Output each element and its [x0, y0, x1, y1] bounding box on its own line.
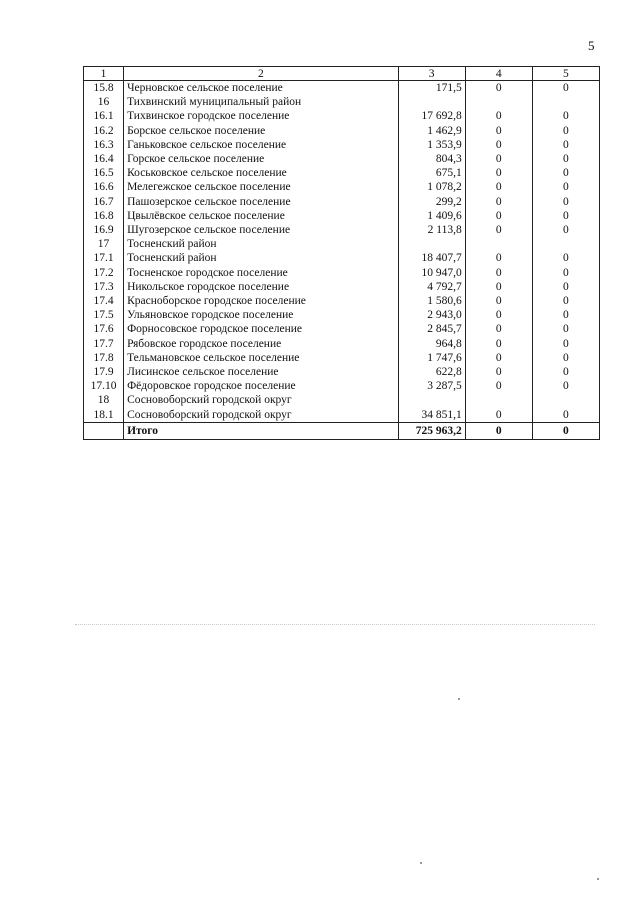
header-col-2: 2 [124, 67, 399, 81]
row-number: 16.7 [84, 195, 124, 209]
row-value [398, 393, 465, 407]
row-col-5: 0 [532, 223, 599, 237]
total-col-5: 0 [532, 422, 599, 439]
row-col-4 [465, 237, 532, 251]
table-row [84, 152, 600, 166]
row-name: Пашозерское сельское поселение [124, 195, 399, 209]
row-col-4: 0 [465, 109, 532, 123]
row-number: 17.4 [84, 294, 124, 308]
row-name: Сосновоборский городской округ [124, 408, 399, 423]
row-value: 964,8 [398, 337, 465, 351]
row-number: 17 [84, 237, 124, 251]
row-name: Шугозерское сельское поселение [124, 223, 399, 237]
row-name: Тосненский район [124, 237, 399, 251]
row-name: Горское сельское поселение [124, 152, 399, 166]
table-row [84, 408, 600, 423]
table-row [84, 280, 600, 294]
table-row [84, 138, 600, 152]
row-name: Ганьковское сельское поселение [124, 138, 399, 152]
table-row [84, 294, 600, 308]
row-value: 2 845,7 [398, 322, 465, 336]
row-number: 18 [84, 393, 124, 407]
row-col-5 [532, 237, 599, 251]
total-num [84, 422, 124, 439]
row-name: Тихвинский муниципальный район [124, 95, 399, 109]
table-row [84, 322, 600, 336]
row-col-4 [465, 95, 532, 109]
row-col-5: 0 [532, 337, 599, 351]
row-col-4: 0 [465, 365, 532, 379]
row-col-4: 0 [465, 294, 532, 308]
table-row [84, 266, 600, 280]
row-value [398, 237, 465, 251]
row-col-4: 0 [465, 124, 532, 138]
row-value: 2 113,8 [398, 223, 465, 237]
row-value: 299,2 [398, 195, 465, 209]
row-number: 17.2 [84, 266, 124, 280]
row-col-4: 0 [465, 152, 532, 166]
row-col-5: 0 [532, 152, 599, 166]
row-number: 16.5 [84, 166, 124, 180]
row-number: 17.10 [84, 379, 124, 393]
row-value: 10 947,0 [398, 266, 465, 280]
table-row [84, 81, 600, 96]
table-row [84, 379, 600, 393]
row-col-5: 0 [532, 81, 599, 96]
header-col-5: 5 [532, 67, 599, 81]
table-row [84, 251, 600, 265]
row-name: Тосненский район [124, 251, 399, 265]
row-number: 17.6 [84, 322, 124, 336]
row-number: 16.3 [84, 138, 124, 152]
row-name: Фёдоровское городское поселение [124, 379, 399, 393]
total-row [84, 422, 600, 439]
row-name: Цвылёвское сельское поселение [124, 209, 399, 223]
row-col-4: 0 [465, 322, 532, 336]
row-value: 34 851,1 [398, 408, 465, 423]
scan-speck [597, 878, 599, 880]
table-row [84, 195, 600, 209]
total-col-4: 0 [465, 422, 532, 439]
row-name: Ульяновское городское поселение [124, 308, 399, 322]
row-col-5: 0 [532, 308, 599, 322]
table-row [84, 308, 600, 322]
header-row [84, 67, 600, 81]
table-row [84, 365, 600, 379]
row-col-4: 0 [465, 251, 532, 265]
scan-speck [458, 698, 460, 700]
row-number: 16.9 [84, 223, 124, 237]
row-name: Красноборское городское поселение [124, 294, 399, 308]
row-col-5: 0 [532, 109, 599, 123]
row-number: 17.8 [84, 351, 124, 365]
table-row [84, 124, 600, 138]
row-value: 1 409,6 [398, 209, 465, 223]
row-col-4: 0 [465, 195, 532, 209]
row-value: 1 580,6 [398, 294, 465, 308]
row-col-5: 0 [532, 195, 599, 209]
table-row [84, 237, 600, 251]
page-number: 5 [588, 38, 595, 53]
row-col-4: 0 [465, 408, 532, 423]
row-number: 16.4 [84, 152, 124, 166]
header-col-4: 4 [465, 67, 532, 81]
row-col-5: 0 [532, 251, 599, 265]
table-row [84, 180, 600, 194]
row-col-5: 0 [532, 365, 599, 379]
scan-noise-line [75, 624, 595, 626]
table-row [84, 209, 600, 223]
row-number: 16.8 [84, 209, 124, 223]
row-number: 17.1 [84, 251, 124, 265]
row-name: Рябовское городское поселение [124, 337, 399, 351]
total-label: Итого [124, 422, 399, 439]
table-row [84, 95, 600, 109]
row-col-4: 0 [465, 337, 532, 351]
row-name: Тельмановское сельское поселение [124, 351, 399, 365]
row-col-4: 0 [465, 379, 532, 393]
row-col-5 [532, 393, 599, 407]
row-value: 804,3 [398, 152, 465, 166]
row-name: Лисинское сельское поселение [124, 365, 399, 379]
total-value: 725 963,2 [398, 422, 465, 439]
row-number: 17.3 [84, 280, 124, 294]
row-value: 18 407,7 [398, 251, 465, 265]
row-col-4: 0 [465, 223, 532, 237]
row-number: 17.9 [84, 365, 124, 379]
row-col-4: 0 [465, 138, 532, 152]
row-col-4: 0 [465, 351, 532, 365]
row-number: 15.8 [84, 81, 124, 96]
row-col-5: 0 [532, 294, 599, 308]
row-col-4: 0 [465, 280, 532, 294]
row-number: 17.7 [84, 337, 124, 351]
row-value [398, 95, 465, 109]
row-col-5: 0 [532, 180, 599, 194]
row-name: Тихвинское городское поселение [124, 109, 399, 123]
row-value: 1 747,6 [398, 351, 465, 365]
row-value: 1 078,2 [398, 180, 465, 194]
row-col-4 [465, 393, 532, 407]
header-col-3: 3 [398, 67, 465, 81]
row-col-5: 0 [532, 124, 599, 138]
row-col-5: 0 [532, 280, 599, 294]
row-col-5: 0 [532, 408, 599, 423]
scan-speck [420, 862, 422, 864]
row-value: 622,8 [398, 365, 465, 379]
row-col-5: 0 [532, 209, 599, 223]
row-col-4: 0 [465, 180, 532, 194]
row-col-4: 0 [465, 266, 532, 280]
row-name: Тосненское городское поселение [124, 266, 399, 280]
row-value: 3 287,5 [398, 379, 465, 393]
row-value: 4 792,7 [398, 280, 465, 294]
table-row [84, 351, 600, 365]
table-row [84, 337, 600, 351]
row-number: 16.1 [84, 109, 124, 123]
row-col-4: 0 [465, 308, 532, 322]
row-number: 16.2 [84, 124, 124, 138]
row-col-4: 0 [465, 209, 532, 223]
budget-table [83, 66, 600, 440]
row-col-5: 0 [532, 351, 599, 365]
row-name: Коськовское сельское поселение [124, 166, 399, 180]
row-value: 17 692,8 [398, 109, 465, 123]
row-value: 2 943,0 [398, 308, 465, 322]
row-value: 1 353,9 [398, 138, 465, 152]
row-col-5: 0 [532, 138, 599, 152]
row-name: Борское сельское поселение [124, 124, 399, 138]
row-col-5 [532, 95, 599, 109]
row-number: 16 [84, 95, 124, 109]
row-col-4: 0 [465, 81, 532, 96]
table-row [84, 223, 600, 237]
row-number: 17.5 [84, 308, 124, 322]
row-value: 675,1 [398, 166, 465, 180]
row-col-5: 0 [532, 379, 599, 393]
row-number: 16.6 [84, 180, 124, 194]
row-name: Мелегежское сельское поселение [124, 180, 399, 194]
table-row [84, 393, 600, 407]
row-col-4: 0 [465, 166, 532, 180]
row-name: Сосновоборский городской округ [124, 393, 399, 407]
row-name: Никольское городское поселение [124, 280, 399, 294]
row-value: 171,5 [398, 81, 465, 96]
row-number: 18.1 [84, 408, 124, 423]
table-row [84, 109, 600, 123]
row-col-5: 0 [532, 166, 599, 180]
row-name: Форносовское городское поселение [124, 322, 399, 336]
row-col-5: 0 [532, 322, 599, 336]
row-value: 1 462,9 [398, 124, 465, 138]
table-row [84, 166, 600, 180]
row-col-5: 0 [532, 266, 599, 280]
header-col-1: 1 [84, 67, 124, 81]
row-name: Черновское сельское поселение [124, 81, 399, 96]
